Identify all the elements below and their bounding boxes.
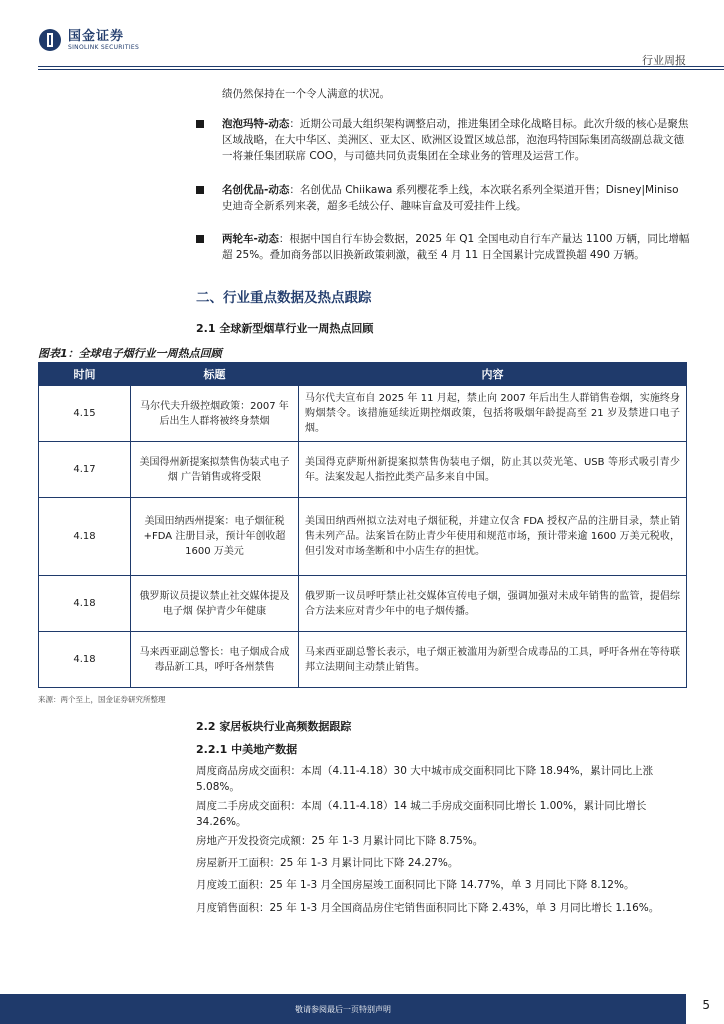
cell-date: 4.15 xyxy=(39,386,131,442)
column-header-title: 标题 xyxy=(131,363,299,386)
cell-title: 马尔代夫升级控烟政策：2007 年后出生人群将被终身禁烟 xyxy=(131,386,299,442)
section-heading: 二、行业重点数据及热点跟踪 xyxy=(196,290,372,306)
sinolink-logo-icon xyxy=(38,28,62,52)
bullet-square-icon xyxy=(196,186,204,194)
subsection-heading-2-2: 2.2 家居板块行业高频数据跟踪 xyxy=(196,720,352,733)
cell-content: 俄罗斯一议员呼吁禁止社交媒体宣传电子烟，强调加强对未成年销售的监管，提倡综合方法来应对青少年中的电子烟传播。 xyxy=(299,576,687,632)
bullet-body: ：名创优品 Chiikawa 系列樱花季上线，本次联名系列全渠道开售；Disney|Miniso 史迪奇全新系列来袭，超多毛绒公仔、趣味盲盒及可爱挂件上线。 xyxy=(222,184,679,212)
data-line-investment: 房地产开发投资完成额：25 年 1-3 月累计同比下降 8.75%。 xyxy=(196,835,484,847)
cell-date: 4.18 xyxy=(39,576,131,632)
figure-caption: 图表1：全球电子烟行业一周热点回顾 xyxy=(38,347,222,360)
bullet-square-icon xyxy=(196,235,204,243)
cell-title: 美国得州新提案拟禁售伪装式电子烟 广告销售或将受限 xyxy=(131,442,299,498)
bullet-title: 两轮车-动态 xyxy=(222,233,279,245)
subsection-heading-2-2-1: 2.2.1 中美地产数据 xyxy=(196,743,298,756)
table-row xyxy=(39,498,687,576)
cell-title: 美国田纳西州提案：电子烟征税+FDA 注册目录，预计年创收超 1600 万美元 xyxy=(131,498,299,576)
brand-logo xyxy=(38,28,139,52)
data-line-new-starts: 房屋新开工面积：25 年 1-3 月累计同比下降 24.27%。 xyxy=(196,857,459,869)
bullet-title: 名创优品-动态 xyxy=(222,184,290,196)
table-row xyxy=(39,442,687,498)
page-header xyxy=(0,0,724,72)
header-divider xyxy=(38,66,724,67)
table-row xyxy=(39,632,687,688)
page-number: 5 xyxy=(702,998,710,1012)
bullet-title: 泡泡玛特-动态 xyxy=(222,118,290,130)
header-divider-thin xyxy=(38,69,724,70)
cell-date: 4.17 xyxy=(39,442,131,498)
bullet-popmart xyxy=(196,116,692,164)
cell-title: 马来西亚副总警长：电子烟成合成毒品新工具，呼吁各州禁售 xyxy=(131,632,299,688)
cell-title: 俄罗斯议员提议禁止社交媒体提及电子烟 保护青少年健康 xyxy=(131,576,299,632)
cell-content: 美国田纳西州拟立法对电子烟征税，并建立仅含 FDA 授权产品的注册目录，禁止销售未列产品。法案旨在防止青少年使用和规范市场，预计带来逾 1600 万美元税收，但引发对市场垄断和中小店生存的担忧。 xyxy=(299,498,687,576)
cell-date: 4.18 xyxy=(39,632,131,688)
data-line-completions: 月度竣工面积：25 年 1-3 月全国房屋竣工面积同比下降 14.77%，单 3 月同比下降 8.12%。 xyxy=(196,879,635,891)
logo-chinese-name: 国金证券 xyxy=(68,28,125,44)
table-source-note: 来源：两个至上，国金证券研究所整理 xyxy=(38,695,166,704)
data-line-weekly-second-hand: 周度二手房成交面积：本周（4.11-4.18）14 城二手房成交面积同比增长 1.00%，累计同比增长 34.26%。 xyxy=(196,800,647,828)
cell-date: 4.18 xyxy=(39,498,131,576)
data-line-sales-area: 月度销售面积：25 年 1-3 月全国商品房住宅销售面积同比下降 2.43%，单 3 月同比增长 1.16%。 xyxy=(196,902,660,914)
bullet-body: ：近期公司最大组织架构调整启动，推进集团全球化战略目标。此次升级的核心是聚焦区域战略，在大中华区、美洲区、亚太区、欧洲区设置区域总部，泡泡玛特国际集团高级副总裁文德一将兼任集团联席 COO，与司德共同负责集团在全球业务的管理及运营工作。 xyxy=(222,118,689,162)
table-row xyxy=(39,576,687,632)
footer-disclaimer: 敬请参阅最后一页特别声明 xyxy=(295,1005,391,1014)
bullet-miniso xyxy=(196,182,692,214)
cell-content: 马来西亚副总警长表示，电子烟正被滥用为新型合成毒品的工具，呼吁各州在等待联邦立法期间主动禁止销售。 xyxy=(299,632,687,688)
cell-content: 美国得克萨斯州新提案拟禁售伪装电子烟，防止其以荧光笔、USB 等形式吸引青少年。法案发起人指控此类产品多来自中国。 xyxy=(299,442,687,498)
table-row xyxy=(39,386,687,442)
subsection-heading-2-1: 2.1 全球新型烟草行业一周热点回顾 xyxy=(196,322,374,335)
data-line-weekly-new-home: 周度商品房成交面积：本周（4.11-4.18）30 大中城市成交面积同比下降 18.94%，累计同比上涨 5.08%。 xyxy=(196,765,654,793)
column-header-date: 时间 xyxy=(39,363,131,386)
report-type-label: 行业周报 xyxy=(642,54,686,67)
logo-english-name: SINOLINK SECURITIES xyxy=(68,43,140,51)
paragraph-continuation: 绩仍然保持在一个令人满意的状况。 xyxy=(222,88,390,100)
cell-content: 马尔代夫宣布自 2025 年 11 月起，禁止向 2007 年后出生人群销售卷烟，实施终身购烟禁令。该措施延续近期控烟政策，包括将吸烟年龄提高至 21 岁及禁进口电子烟。 xyxy=(299,386,687,442)
vape-news-table xyxy=(38,362,687,688)
table-header-row xyxy=(39,363,687,386)
column-header-content: 内容 xyxy=(299,363,687,386)
bullet-square-icon xyxy=(196,120,204,128)
bullet-body: ：根据中国自行车协会数据，2025 年 Q1 全国电动自行车产量达 1100 万辆，同比增幅超 25%。叠加商务部以旧换新政策刺激，截至 4 月 11 日全国累计完成置换超 490 万辆。 xyxy=(222,233,690,261)
bullet-two-wheeler xyxy=(196,231,692,263)
